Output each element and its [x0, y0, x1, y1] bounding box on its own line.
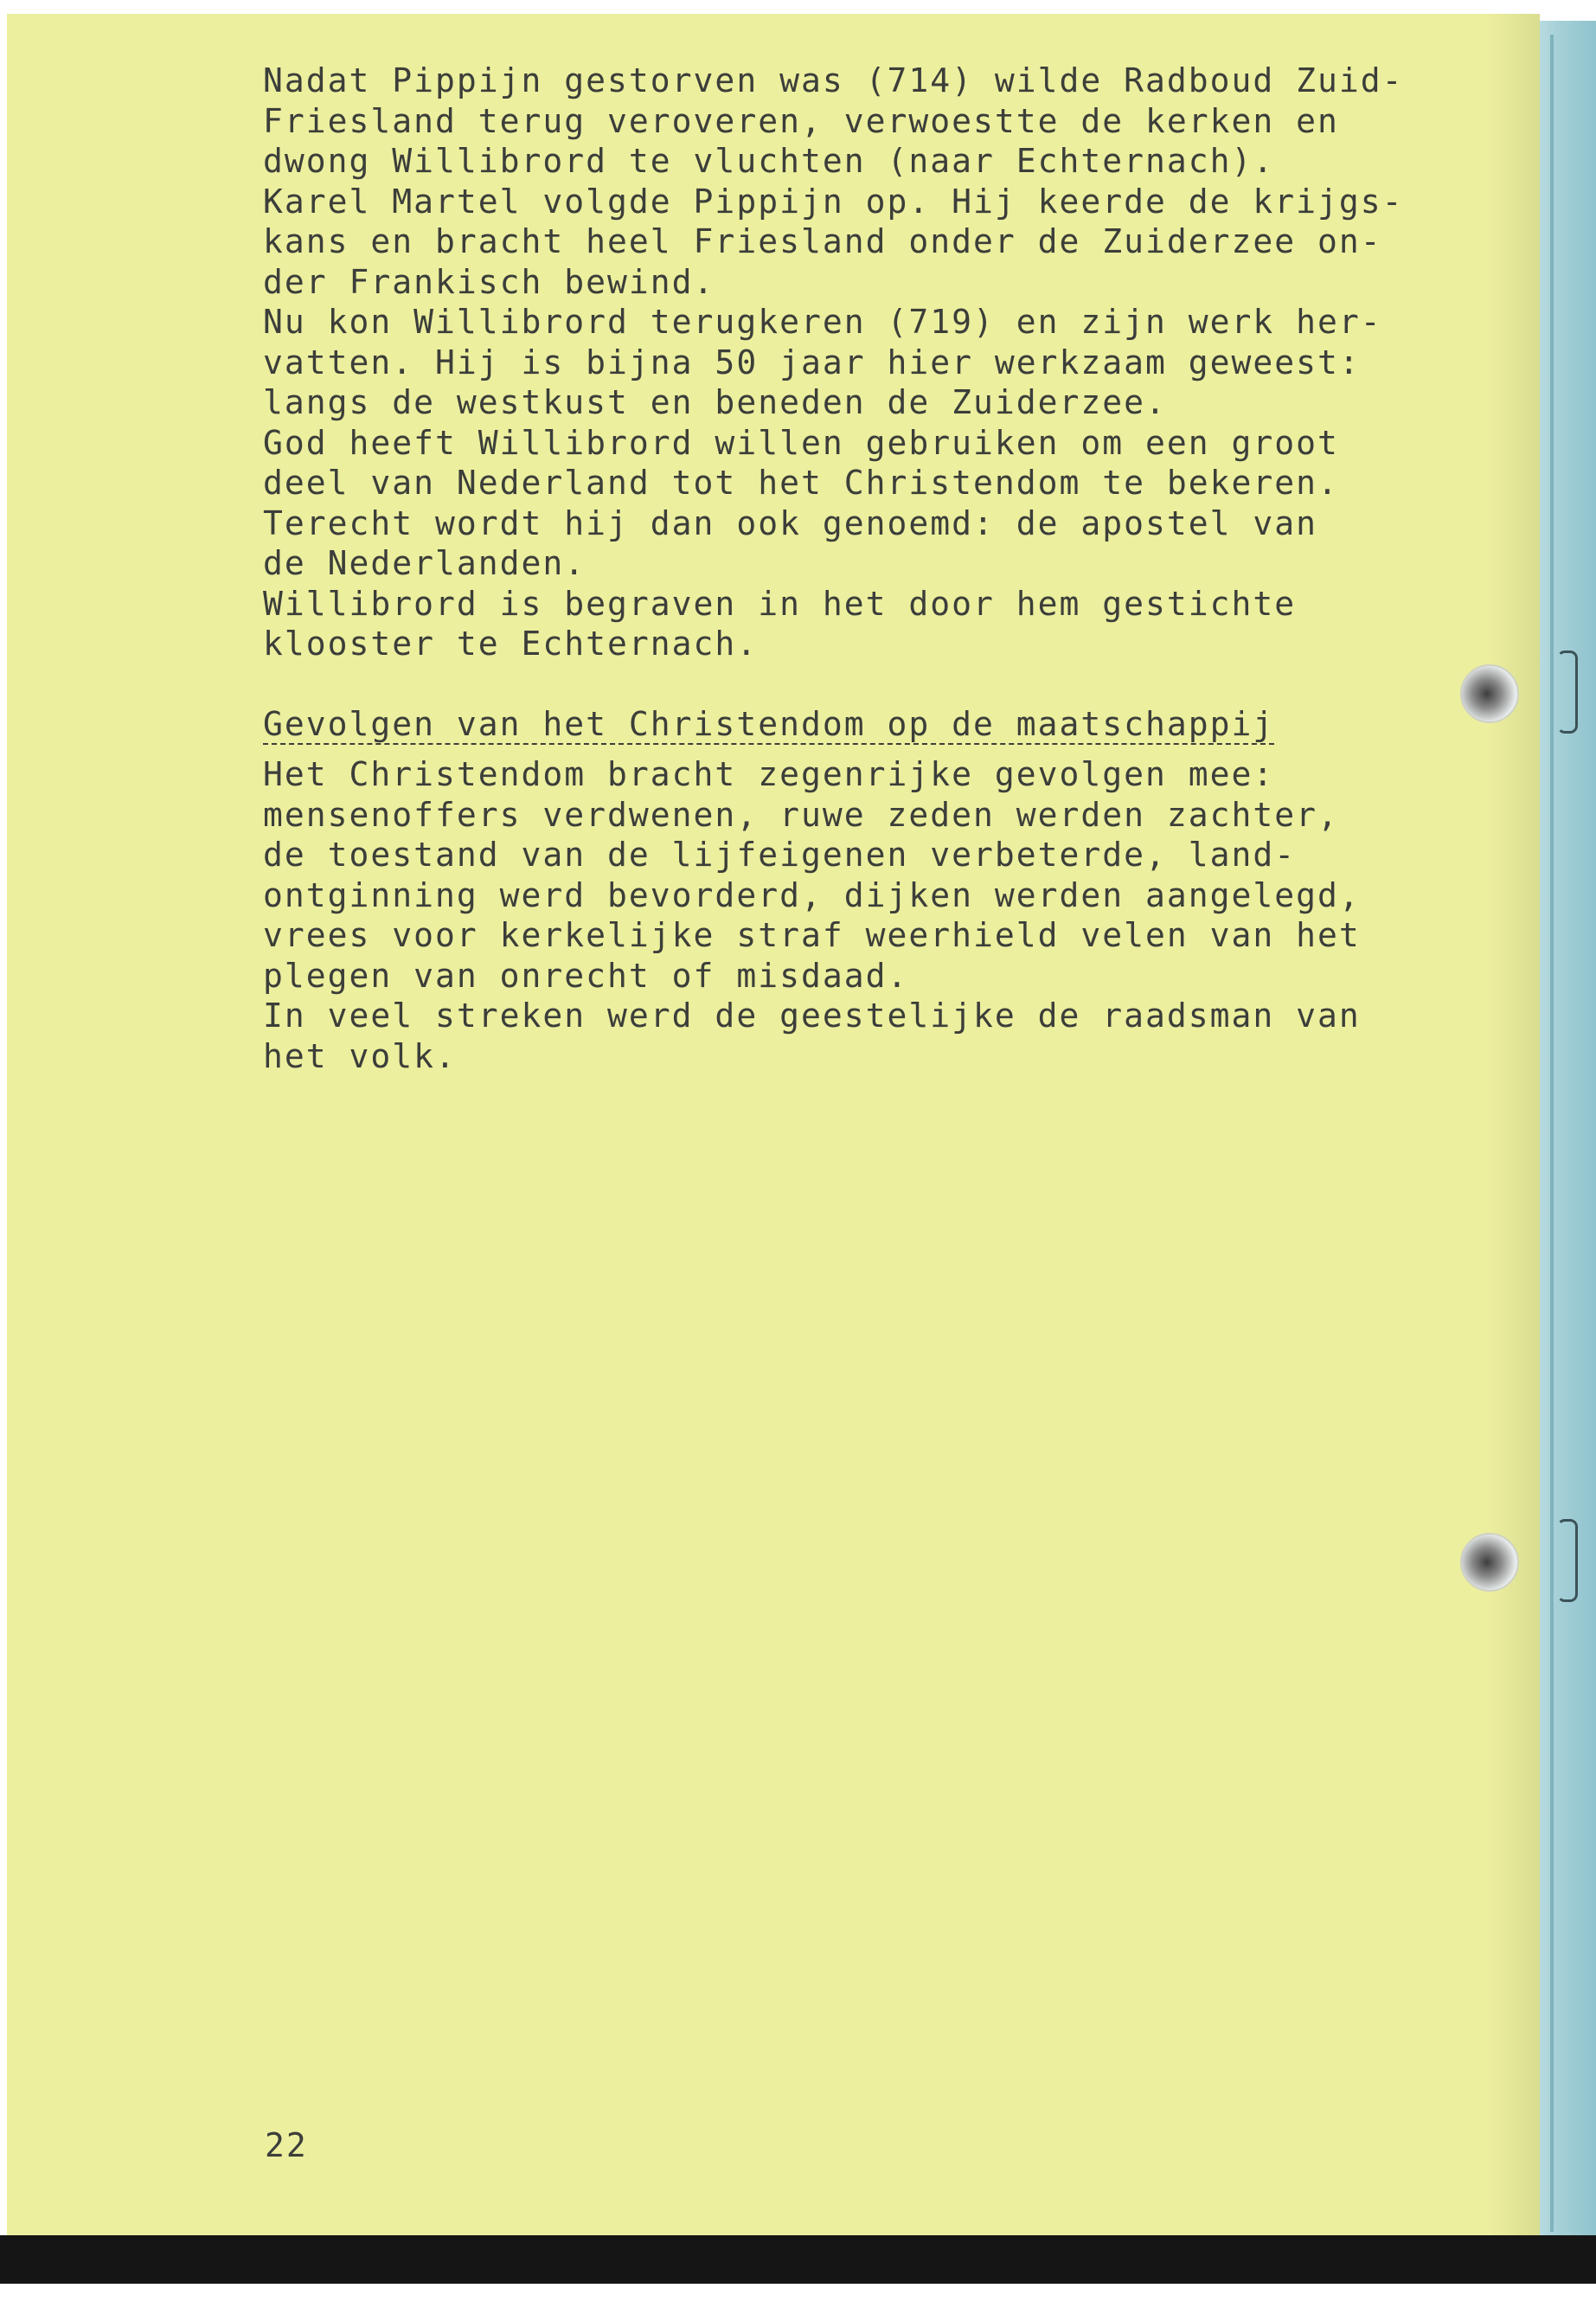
binder-edge — [1540, 21, 1596, 2235]
text-line: Nu kon Willibrord terugkeren (719) en zijn werk her- — [263, 303, 1382, 341]
paragraph-gevolgen — [263, 754, 1379, 1076]
section-heading: Gevolgen van het Christendom op de maatschappij — [263, 704, 1275, 743]
punch-hole-lower-icon — [1460, 1533, 1519, 1592]
text-line: Willibrord is begraven in het door hem gestichte — [263, 584, 1297, 623]
text-line: Het Christendom bracht zegenrijke gevolgen mee: — [263, 755, 1275, 793]
text-line: langs de westkust en beneden de Zuiderzee. — [263, 383, 1167, 421]
text-line: Karel Martel volgde Pippijn op. Hij keerde de krijgs- — [263, 182, 1404, 221]
text-line: de Nederlanden. — [263, 544, 586, 582]
text-line: kans en bracht heel Friesland onder de Zuiderzee on- — [263, 222, 1382, 260]
binder-ring-upper-icon — [1557, 651, 1578, 734]
text-line: vrees voor kerkelijke straf weerhield velen van het — [263, 916, 1361, 954]
text-line: vatten. Hij is bijna 50 jaar hier werkzaam geweest: — [263, 343, 1361, 381]
text-line: God heeft Willibrord willen gebruiken om een groot — [263, 423, 1339, 462]
text-line: plegen van onrecht of misdaad. — [263, 956, 909, 995]
binder-ring-lower-icon — [1557, 1519, 1578, 1602]
text-line: Terecht wordt hij dan ook genoemd: de apostel van — [263, 503, 1318, 542]
text-line: dwong Willibrord te vluchten (naar Echternach). — [263, 142, 1275, 180]
text-line: Nadat Pippijn gestorven was (714) wilde Radboud Zuid- — [263, 61, 1404, 99]
punch-hole-upper-icon — [1460, 664, 1519, 723]
scanner-bottom-bar — [0, 2235, 1596, 2284]
text-line: het volk. — [263, 1036, 457, 1075]
document-body — [263, 61, 1404, 1076]
text-line: ontginning werd bevorderd, dijken werden aangelegd, — [263, 875, 1361, 914]
binder-spine-line — [1550, 35, 1554, 2232]
text-line: mensenoffers verdwenen, ruwe zeden werden zachter, — [263, 795, 1339, 834]
text-line: der Frankisch bewind. — [263, 262, 715, 301]
text-line: deel van Nederland tot het Christendom te bekeren. — [263, 464, 1339, 502]
text-line: klooster te Echternach. — [263, 625, 759, 663]
scanner-bottom-margin — [0, 2284, 1596, 2301]
text-line: Friesland terug veroveren, verwoestte de kerken en — [263, 101, 1339, 140]
text-line: de toestand van de lijfeigenen verbeterde, land- — [263, 836, 1297, 874]
page-number: 22 — [265, 2126, 308, 2164]
paragraph-willibrord — [263, 61, 1404, 664]
text-line: In veel streken werd de geestelijke de raadsman van — [263, 997, 1361, 1035]
paper-edge-shadow — [1488, 14, 1540, 2235]
